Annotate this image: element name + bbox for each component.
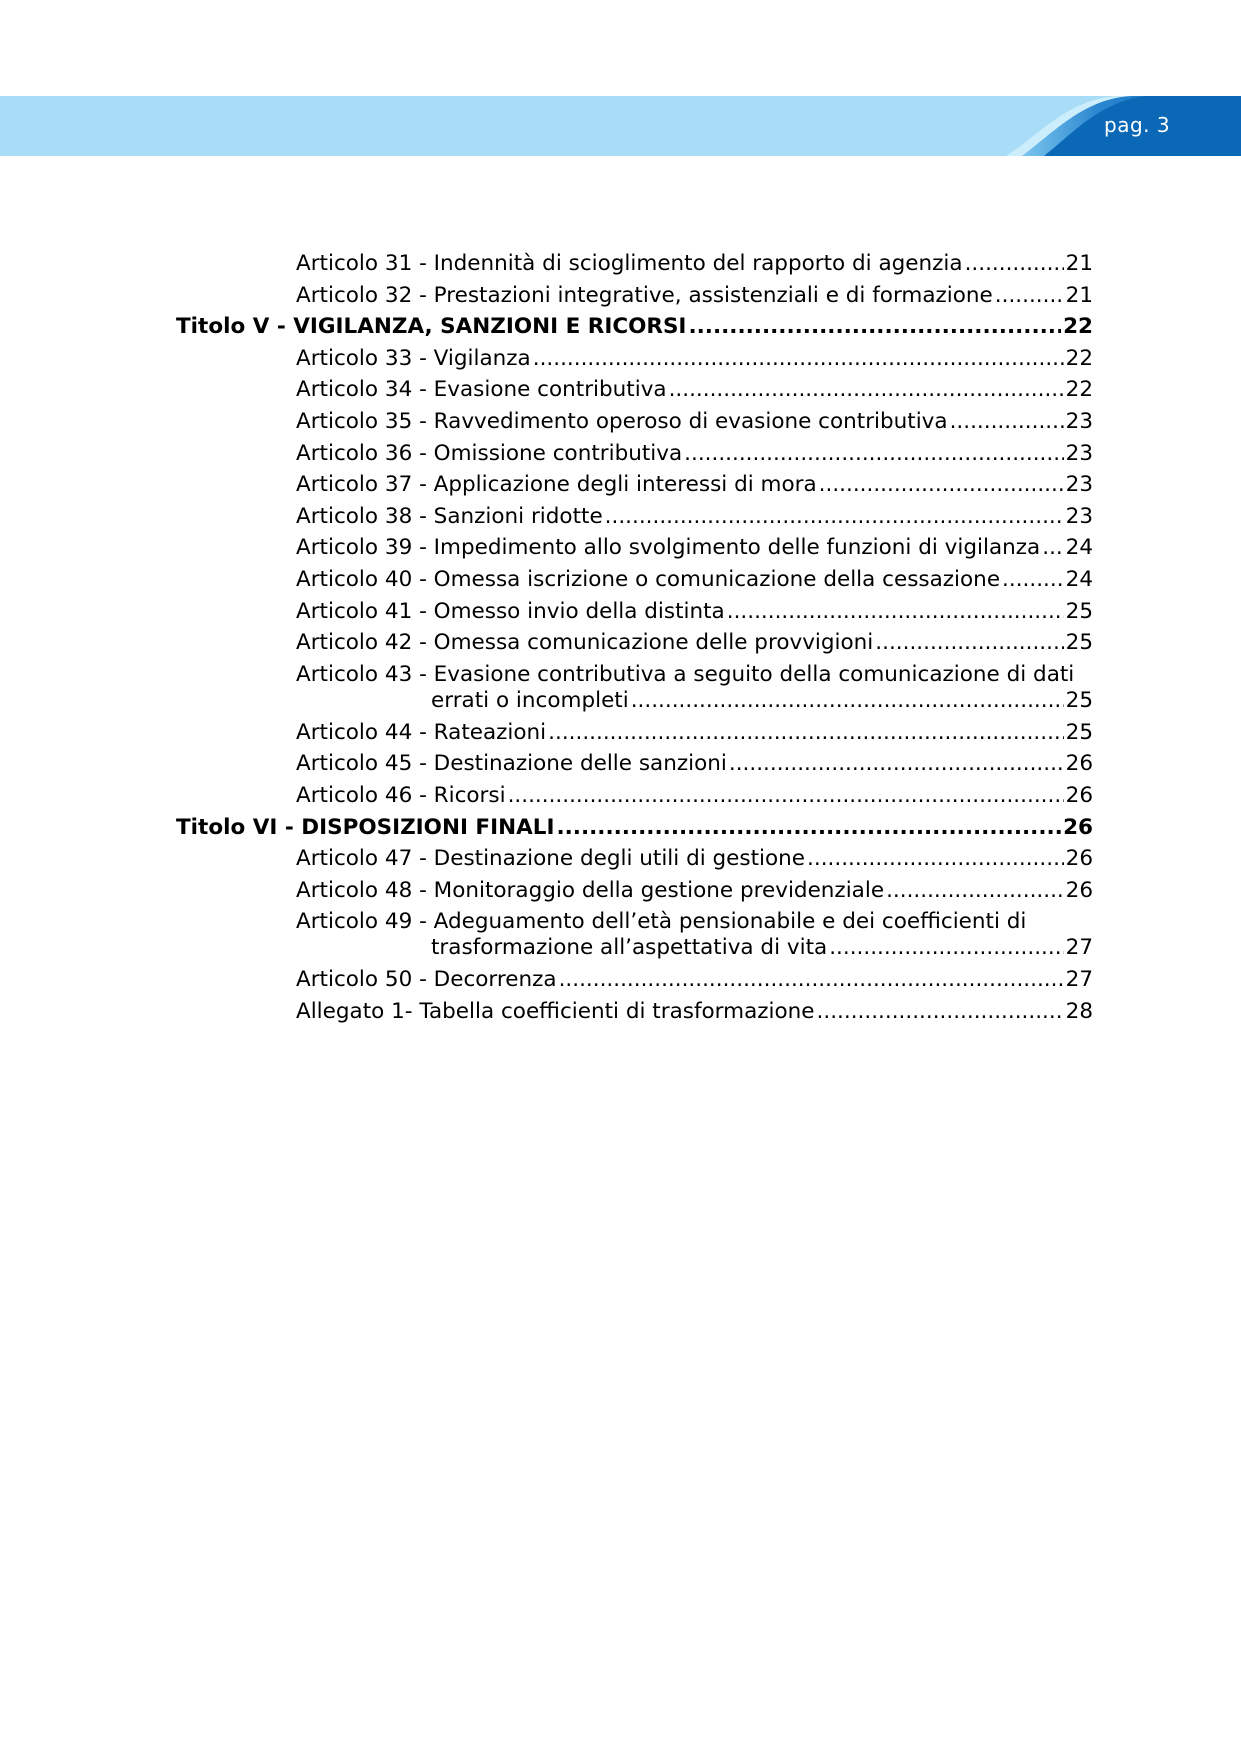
toc-page-number: 21 [1065, 251, 1093, 276]
toc-entry-line [296, 717, 1093, 749]
toc-page-number: 27 [1065, 935, 1093, 961]
toc-page-number: 22 [1063, 314, 1093, 340]
toc-page-number: 26 [1065, 782, 1093, 808]
toc-page-number: 26 [1065, 877, 1093, 903]
toc-dot-leader [727, 596, 1064, 628]
toc-entry-text: Articolo 37 - Applicazione degli interessi di mora [296, 472, 817, 498]
toc-page-number: 23 [1065, 440, 1093, 466]
toc-entry-text: Articolo 35 - Ravvedimento operoso di evasione contributiva [296, 408, 948, 434]
toc-entry-text: Allegato 1- Tabella coefficienti di trasformazione [296, 998, 815, 1024]
toc-page-number: 25 [1065, 687, 1093, 713]
toc-title-entry[interactable] [176, 812, 1093, 844]
toc-page-number: 24 [1065, 535, 1093, 561]
table-of-contents [176, 248, 1093, 1027]
toc-entry-text-continuation: trasformazione all’aspettativa di vita [431, 935, 828, 961]
toc-dot-leader [1042, 532, 1063, 564]
toc-article-entry[interactable] [176, 627, 1093, 659]
toc-dot-leader [533, 343, 1064, 375]
toc-dot-leader [669, 374, 1064, 406]
toc-entry-line [296, 996, 1093, 1028]
toc-entry-text: Articolo 47 - Destinazione degli utili di gestione [296, 846, 806, 872]
toc-dot-leader [729, 748, 1064, 780]
toc-entry-text: Titolo VI - DISPOSIZIONI FINALI [176, 814, 555, 840]
toc-article-entry[interactable] [176, 964, 1093, 996]
toc-dot-leader [1002, 564, 1064, 596]
toc-entry-text: Articolo 49 - Adeguamento dell’età pensionabile e dei coefficienti di [296, 909, 1027, 935]
toc-article-entry[interactable] [176, 843, 1093, 875]
toc-article-entry[interactable] [176, 532, 1093, 564]
toc-entry-line [296, 564, 1093, 596]
toc-dot-leader [548, 717, 1063, 749]
toc-entry-text: Articolo 44 - Rateazioni [296, 719, 547, 745]
toc-title-entry[interactable] [176, 311, 1093, 343]
toc-dot-leader [807, 843, 1064, 875]
toc-article-entry[interactable] [176, 596, 1093, 628]
toc-dot-leader [995, 280, 1064, 312]
toc-article-entry[interactable] [176, 875, 1093, 907]
toc-entry-continuation-line [296, 688, 1093, 713]
header-band [0, 96, 1241, 156]
toc-dot-leader [965, 248, 1064, 280]
toc-article-entry[interactable] [176, 438, 1093, 470]
toc-entry-text: Articolo 43 - Evasione contributiva a seguito della comunicazione di dati [296, 661, 1075, 687]
toc-page-number: 24 [1065, 566, 1093, 592]
toc-dot-leader [688, 311, 1061, 343]
toc-entry-line [296, 780, 1093, 812]
toc-article-entry[interactable] [176, 780, 1093, 812]
toc-dot-leader [817, 996, 1064, 1028]
toc-entry-text: Articolo 46 - Ricorsi [296, 782, 506, 808]
toc-entry-text: Titolo V - VIGILANZA, SANZIONI E RICORSI [176, 314, 687, 340]
toc-article-entry[interactable] [176, 564, 1093, 596]
toc-entry-text: Articolo 41 - Omesso invio della distinta [296, 598, 725, 624]
toc-entry-text-continuation: errati o incompleti [431, 687, 629, 713]
toc-dot-leader [556, 812, 1061, 844]
toc-entry-line [296, 964, 1093, 996]
toc-article-entry[interactable] [176, 469, 1093, 501]
toc-article-entry[interactable] [176, 280, 1093, 312]
toc-entry-line [296, 438, 1093, 470]
toc-dot-leader [684, 438, 1063, 470]
toc-page-number: 21 [1065, 282, 1093, 308]
toc-dot-leader [875, 627, 1063, 659]
toc-article-entry[interactable] [176, 248, 1093, 280]
toc-dot-leader [559, 964, 1064, 996]
toc-article-entry[interactable] [176, 406, 1093, 438]
toc-entry-line [296, 501, 1093, 533]
toc-article-entry[interactable] [176, 717, 1093, 749]
toc-article-entry[interactable] [176, 659, 1093, 717]
toc-page-number: 22 [1065, 377, 1093, 403]
toc-entry-line [296, 627, 1093, 659]
toc-page-number: 25 [1065, 598, 1093, 624]
toc-entry-line [296, 280, 1093, 312]
toc-dot-leader [819, 469, 1064, 501]
toc-entry-line [296, 343, 1093, 375]
toc-dot-leader [829, 935, 1063, 960]
toc-entry-text: Articolo 50 - Decorrenza [296, 967, 557, 993]
toc-entry-line [296, 469, 1093, 501]
toc-entry-text: Articolo 36 - Omissione contributiva [296, 440, 683, 466]
toc-page-number: 22 [1065, 345, 1093, 371]
toc-entry-line [176, 812, 1093, 844]
toc-dot-leader [605, 501, 1064, 533]
toc-entry-line [296, 374, 1093, 406]
toc-article-entry[interactable] [176, 374, 1093, 406]
toc-entry-text: Articolo 38 - Sanzioni ridotte [296, 503, 603, 529]
toc-article-entry[interactable] [176, 748, 1093, 780]
toc-page-number: 28 [1065, 998, 1093, 1024]
toc-entry-line [296, 406, 1093, 438]
toc-entry-line [296, 248, 1093, 280]
page-number: pag. 3 [1104, 113, 1171, 137]
toc-article-entry[interactable] [176, 906, 1093, 964]
toc-dot-leader [631, 688, 1064, 713]
toc-entry-text: Articolo 32 - Prestazioni integrative, assistenziali e di formazione [296, 282, 993, 308]
toc-article-entry[interactable] [176, 996, 1093, 1028]
toc-entry-text: Articolo 40 - Omessa iscrizione o comunicazione della cessazione [296, 566, 1001, 592]
toc-article-entry[interactable] [176, 343, 1093, 375]
toc-entry-line [296, 843, 1093, 875]
toc-page-number: 23 [1065, 503, 1093, 529]
toc-entry-text: Articolo 34 - Evasione contributiva [296, 377, 667, 403]
toc-dot-leader [508, 780, 1064, 812]
toc-page-number: 27 [1065, 967, 1093, 993]
toc-entry-line [296, 748, 1093, 780]
toc-entry-line [296, 875, 1093, 907]
toc-page-number: 26 [1065, 751, 1093, 777]
toc-article-entry[interactable] [176, 501, 1093, 533]
toc-entry-text: Articolo 33 - Vigilanza [296, 345, 531, 371]
toc-entry-text: Articolo 45 - Destinazione delle sanzioni [296, 751, 727, 777]
toc-entry-line [296, 596, 1093, 628]
toc-dot-leader [886, 875, 1064, 907]
toc-entry-text: Articolo 42 - Omessa comunicazione delle provvigioni [296, 630, 874, 656]
toc-page-number: 23 [1065, 408, 1093, 434]
toc-page-number: 25 [1065, 719, 1093, 745]
toc-page-number: 26 [1065, 846, 1093, 872]
toc-entry-line [296, 532, 1093, 564]
toc-page-number: 25 [1065, 630, 1093, 656]
toc-entry-text: Articolo 31 - Indennità di scioglimento del rapporto di agenzia [296, 251, 963, 276]
toc-page-number: 26 [1063, 814, 1093, 840]
toc-page-number: 23 [1065, 472, 1093, 498]
toc-entry-text: Articolo 48 - Monitoraggio della gestione previdenziale [296, 877, 885, 903]
toc-entry-line [176, 311, 1093, 343]
toc-entry-continuation-line [296, 935, 1093, 960]
toc-entry-text: Articolo 39 - Impedimento allo svolgimento delle funzioni di vigilanza [296, 535, 1041, 561]
toc-dot-leader [950, 406, 1064, 438]
